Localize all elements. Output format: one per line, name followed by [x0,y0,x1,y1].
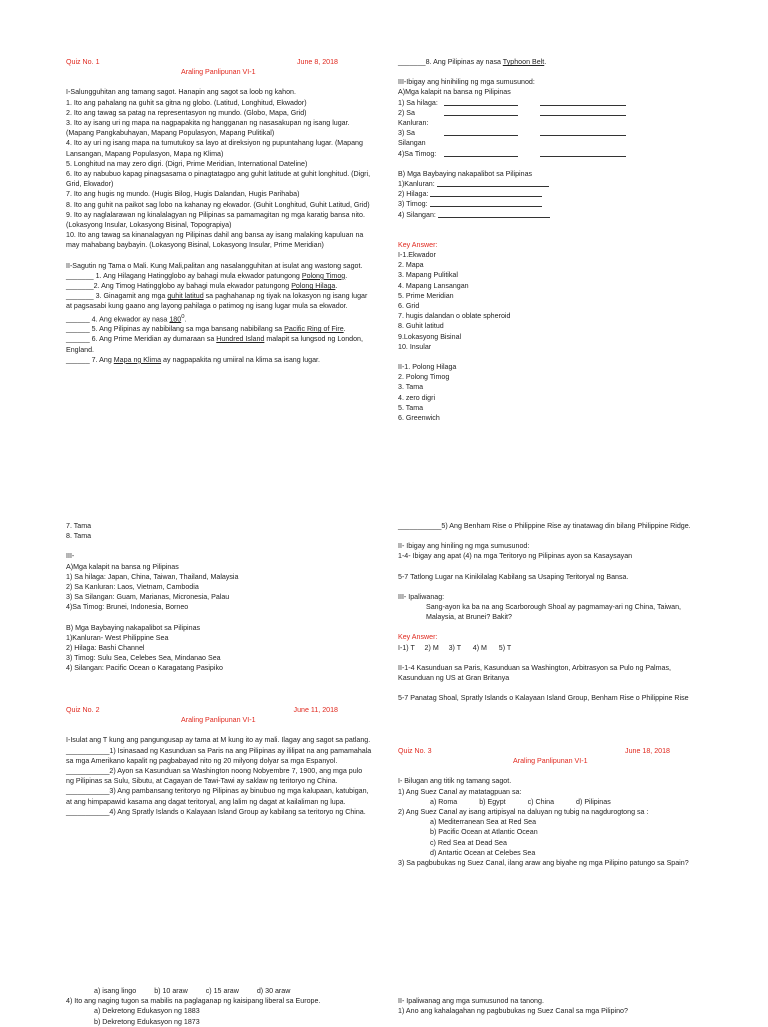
quiz1-part2-item-underlined-term: Polong Timog [301,271,346,280]
quiz1-key-part3-b-item: 2) Hilaga: Bashi Channel [66,644,145,653]
quiz1-part3-a-item-blank [444,149,518,157]
quiz1-part2-item-prefix: _______ 1. Ang Hilagang Hatingglobo ay bahagi mula ekwador patungong [66,271,302,280]
quiz1-key-part1-item: 4. Mapang Lansangan [398,281,469,290]
quiz1-part3-b-list [398,179,704,220]
quiz1-part3-a-item [398,98,704,108]
quiz1-part3-b-item-label: 1)Kanluran: [398,180,435,189]
quiz3-continued-section [66,986,372,1027]
quiz1-part2-item-suffix: ay nagpapakita ng umiiral na klima sa isang lugar. [161,355,320,364]
quiz1-continued-section [398,57,704,423]
quiz3-q2-option: b) Pacific Ocean at Atlantic Ocean [430,828,538,837]
quiz1-part3-a-item-blank [540,98,626,106]
quiz1-part1-item: 1. Ito ang pahalang na guhit sa gitna ng globo. (Latitud, Longhitud, Ekwador) [66,98,307,107]
quiz1-part2-item [66,334,372,354]
quiz1-key-part2 [398,362,704,423]
quiz1-key-part2-item: 4. zero digri [398,393,436,402]
quiz1-key-part1-item: I-1.Ekwador [398,251,436,260]
quiz1-key-part1-item: 7. hugis dalandan o oblate spheroid [398,312,511,321]
quiz1-part3-a-item-blank [444,98,518,106]
quiz2-part1-item: ___________4) Ang Spratly Islands o Kalayaan Island Group ay kabilang sa teritoryo ng China. [66,807,366,816]
quiz1-number: Quiz No. 1 [66,58,100,66]
quiz2-key-line2: II-1-4 Kasunduan sa Paris, Kasunduan sa Washington, Arbitrasyon sa Pulo ng Palmas, Kasunduan ng US at Gran Britanya [398,663,672,683]
quiz1-part3-b-title: B) Mga Baybaying nakapalibot sa Pilipinas [398,169,533,178]
quiz1-part1-item: 7. Ito ang hugis ng mundo. (Hugis Bilog, Hugis Dalandan, Hugis Parihaba) [66,190,300,199]
quiz1-key-part3-a-item: 2) Sa Kanluran: Laos, Vietnam, Cambodia [66,583,199,592]
quiz2-header [66,705,338,715]
quiz1-key-part3-a [66,572,372,613]
quiz1-part2-item [66,271,372,281]
quiz3-q1-option-c: c) China [527,797,555,806]
quiz3-q3-option-a: a) isang lingo [94,987,137,995]
quiz1-part2-item-suffix: sa paghahanap ng tiyak na lokasyon ng isang lugar at pagsasabi kung gaano ang layong pahilaga o patimog ng isang lugar mula sa ekwador. [66,292,368,311]
quiz1-part3-b-item-blank [430,199,542,207]
quiz2-part2-item-2: 5-7 Tatlong Lugar na Kinikilalag Kabilang sa Usaping Teritoryal ng Bansa. [398,572,629,581]
quiz1-part3-a-item-blank [444,128,518,136]
quiz3-number: Quiz No. 3 [398,747,432,755]
quiz1-part3-a-item-blank [444,108,518,116]
quiz1-part3-b-item-label: 3) Timog: [398,200,428,209]
quiz1-part3-b-item [398,189,704,199]
quiz1-key-part2-item: 6. Greenwich [398,414,440,423]
quiz1-key-part1-item: 6. Grid [398,302,420,311]
quiz2-key-line3: 5-7 Panatag Shoal, Spratly Islands o Kalayaan Island Group, Benham Rise o Philippine Rise [398,694,689,703]
quiz3-q3-option-c: c) 15 araw [205,987,239,995]
quiz1-part2-instructions: II-Sagutin ng Tama o Mali. Kung Mali,palitan ang nasalangguhitan at isulat ang wastong sagot. [66,261,363,270]
quiz1-part2-item [66,312,372,325]
quiz1-part1-item: 6. Ito ay nabubuo kapag pinagsasama o pinagtatagpo ang guhit latitude at guhit longhitud. (Digri, Grid, Ekwador) [66,170,371,189]
quiz1-part2-item-suffix: . [345,271,348,280]
quiz1-key-part3-a-item: 1) Sa hilaga: Japan, China, Taiwan, Thailand, Malaysia [66,572,239,581]
quiz1-part2-item [66,291,372,311]
quiz1-part1-item: 10. Ito ang tawag sa kinanalagyan ng Pilipinas dahil ang bansa ay isang malaking kapuluan na may mahabang baybayin. (Lokasyong Bisinal, Lokasyong Insular, Prime Meridian) [66,231,364,250]
quiz3-section [398,746,704,868]
quiz3-q2: 2) Ang Suez Canal ay isang artipisyal na daluyan ng tubig na nagdurogtong sa : [398,808,649,817]
quiz2-part2-item-1: 1-4- Ibigay ang apat (4) na mga Teritoryo ng Pilipinas ayon sa Kasaysayan [398,552,633,561]
quiz1-part2-item-underlined-term: 180 [169,315,182,324]
quiz1-key-part1-item: 8. Guhit latitud [398,322,444,331]
quiz2-part1-continued [398,521,704,531]
quiz3-q2-option: c) Red Sea at Dead Sea [430,838,507,847]
quiz2-part1-item: ___________5) Ang Benham Rise o Philippine Rise ay tinatawag din bilang Philippine Ridge. [398,522,691,530]
quiz1-part2-item-prefix: ______ 7. Ang [66,355,114,364]
quiz3-q4-option-b: b) Dekretong Edukasyon ng 1873 [94,1017,200,1026]
quiz1-key-part1-item: 5. Prime Meridian [398,291,454,300]
quiz3-q1: 1) Ang Suez Canal ay matatagpuan sa: [398,787,522,796]
quiz1-part2-item-underlined-term: Polong Hilaga [291,282,336,291]
quiz1-part1-item: 4. Ito ay uri ng isang mapa na tumutukoy sa layo at direksiyon ng pupuntahang lugar. (Mapang Lansangan, Mapang Populasyon, Mapa ng Klima) [66,139,363,158]
quiz2-key-line1: I-1) T 2) M 3) T 4) M 5) T [398,643,512,652]
quiz1-part2-item-prefix: ______ 4. Ang ekwador ay nasa [66,315,170,324]
quiz1-part1-list [66,98,372,251]
quiz3-q4: 4) Ito ang naging tugon sa mabilis na paglaganap ng kaisipang liberal sa Europe. [66,997,321,1006]
quiz1-part1-item: 9. Ito ay naglalarawan ng kinalalagyan ng Pilipinas sa pamamagitan ng mga karatig bansa nito. (Lokasyong Insular, Lokasyong Bisinal, Topograpiya) [66,210,365,230]
quiz1-part2-item-underlined-term: Hundred Island [216,335,265,344]
quiz2-part2-instructions: II- Ibigay ang hiniling ng mga sumusunod: [398,542,530,551]
quiz1-key-part2-item: 7. Tama [66,522,92,530]
quiz1-key-part2-item: 3. Tama [398,383,424,392]
quiz1-part1-item: 8. Ito ang guhit na paikot sag lobo na kahanay ng ekwador. (Guhit Longhitud, Guhit Latitud, Grid) [66,200,370,209]
quiz3-date: June 18, 2018 [625,747,670,755]
quiz1-part3-a-list [398,98,704,159]
quiz3-part2-section [398,996,704,1016]
quiz1-key-part3-a-item: 4)Sa Timog: Brunei, Indonesia, Borneo [66,603,189,612]
quiz1-part3-b-item [398,210,704,220]
quiz1-key-part3-b-title: B) Mga Baybaying nakapalibot sa Pilipinas [66,623,201,632]
quiz1-key-part3-a-title: A)Mga kalapit na bansa ng Pilipinas [66,562,179,571]
quiz1-part2-item [398,57,704,67]
quiz1-part2-item [66,281,372,291]
quiz1-key-part3-b-item: 3) Timog: Sulu Sea, Celebes Sea, Mindanao Sea [66,654,221,663]
quiz1-key-part2-item: 5. Tama [398,403,424,412]
quiz1-part2-item-prefix: _______2. Ang Timog Hatingglobo ay bahagi mula ekwador patungong [66,282,292,291]
quiz3-part2-q1: 1) Ano ang kahalagahan ng pagbubukas ng Suez Canal sa mga Pilipino? [398,1007,628,1016]
quiz3-q4-option-a: a) Dekretong Edukasyon ng 1883 [94,1007,200,1016]
quiz2-subject: Araling Panlipunan VI-1 [181,716,256,725]
quiz1-part3-instructions: III-Ibigay ang hinihiling ng mga sumusunod: [398,78,535,87]
quiz1-part2-item-superscript: 0 [181,313,185,320]
quiz3-part1-instructions: I- Bilugan ang titik ng tamang sagot. [398,777,512,786]
quiz2-part3-instructions: III- Ipaliwanag: [398,592,445,601]
quiz1-part1-item: 2. Ito ang tawag sa patag na representasyon ng mundo. (Globo, Mapa, Grid) [66,108,307,117]
quiz1-part2-item-underlined-term: Typhoon Belt [502,58,545,66]
quiz1-part2-item-underlined-term: Mapa ng Klima [113,355,162,364]
quiz1-header [66,57,338,67]
quiz1-part2-item-prefix: _______8. Ang Pilipinas ay nasa [398,58,503,66]
quiz3-q3-option-d: d) 30 araw [256,987,291,995]
quiz1-key-part3-b-item: 1)Kanluran- West Philippine Sea [66,633,169,642]
quiz1-part2-item-suffix: . [184,315,187,324]
quiz3-subject: Araling Panlipunan VI-1 [513,757,588,766]
quiz1-key-part1-item: 9.Lokasyong Bisinal [398,332,462,341]
quiz3-q2-option: a) Mediterranean Sea at Red Sea [430,818,537,827]
quiz1-part3-a-item-label: 3) Sa Silangan [398,129,426,148]
quiz1-part2-continued [398,57,704,67]
quiz1-part3-b-item-blank [437,179,549,187]
quiz3-q2-option: d) Antartic Ocean at Celebes Sea [430,848,536,857]
quiz1-part1-instructions: I-Salungguhitan ang tamang sagot. Hanapin ang sagot sa loob ng kahon. [66,88,296,97]
quiz2-part1-list [66,746,372,817]
quiz1-date: June 8, 2018 [296,58,338,66]
quiz1-key-part2-item: II-1. Polong Hilaga [398,363,457,372]
quiz2-section [66,705,372,817]
quiz2-date: June 11, 2018 [293,706,338,714]
quiz1-part3-a-item-label: 4)Sa Timog: [398,149,437,158]
quiz1-section [66,57,372,365]
quiz1-key-part3-b-item: 4) Silangan: Pacific Ocean o Karagatang Pasipiko [66,664,223,673]
quiz3-q1-options [398,797,704,807]
quiz2-part3-question: Sang-ayon ka ba na ang Scarborough Shoal ay pagmamay-ari ng China, Taiwan, Malaysia, at Brunei? Bakit? [426,603,682,622]
quiz1-part3-b-item-label: 4) Silangan: [398,210,436,219]
quiz3-header [398,746,670,756]
quiz1-part3-b-item [398,179,704,189]
quiz1-part3-a-title: A)Mga kalapit na bansa ng Pilipinas [398,88,511,97]
quiz1-part1-item: 5. Longhitud na may zero digri. (Digri, Prime Meridian, International Dateline) [66,159,308,168]
quiz1-part2-item-suffix: malapit sa lungsod ng London, England. [66,335,363,354]
quiz1-key-part3-a-item: 3) Sa Silangan: Guam, Marianas, Micronesia, Palau [66,593,230,602]
quiz1-subject: Araling Panlipunan VI-1 [181,68,256,77]
quiz3-q1-option-b: b) Egypt [479,797,506,806]
quiz1-part2-list [66,271,372,365]
quiz3-part2-instructions: II- Ipaliwanag ang mga sumusunod na tanong. [398,997,544,1005]
quiz2-continued-section [398,521,704,703]
quiz1-part2-item-suffix: . [335,282,338,291]
quiz1-part3-b-item-blank [438,210,550,218]
quiz1-part2-item-prefix: ______ 6. Ang Prime Meridian ay dumaraan sa [66,335,217,344]
quiz3-q2-options [398,817,704,858]
quiz1-part2-item-prefix: ______ 5. Ang Pilipinas ay nabibilang sa mga bansang nabibilang sa [66,325,285,334]
quiz1-part2-item-suffix: . [343,325,346,334]
quiz3-q1-option-d: d) Pilipinas [576,797,611,806]
quiz1-key-part1-item: 10. Insular [398,342,432,351]
quiz1-part3-b-item-label: 2) Hilaga: [398,190,429,199]
quiz1-key-continued-section [66,521,372,674]
quiz1-part2-item-underlined-term: guhit latitud [167,292,204,301]
quiz3-q3-option-b: b) 10 araw [154,987,188,995]
quiz1-part3-a-item-blank [540,149,626,157]
quiz1-key-part1-item: 3. Mapang Pulitikal [398,271,458,280]
quiz1-part3-b-item [398,199,704,209]
quiz1-part2-item-prefix: _______ 3. Ginagamit ang mga [66,292,168,301]
quiz1-part3-a-item-blank [540,108,626,116]
quiz1-part3-a-item [398,128,704,148]
quiz3-q3: 3) Sa pagbubukas ng Suez Canal, ilang araw ang biyahe ng mga Pilipino patungo sa Spain? [398,859,689,868]
quiz1-part3-a-item-blank [540,128,626,136]
quiz1-part2-item-underlined-term: Pacific Ring of Fire [284,325,344,334]
quiz2-key-title: Key Answer: [398,633,438,642]
quiz2-number: Quiz No. 2 [66,706,100,714]
quiz1-part2-item [66,355,372,365]
quiz1-key-title: Key Answer: [398,240,438,249]
quiz1-part3-b-item-blank [430,189,542,197]
quiz1-part3-a-item-label: 2) Sa Kanluran: [398,108,429,128]
quiz1-key-part2-item: 2. Polong Timog [398,373,450,382]
quiz1-part2-item [66,324,372,334]
quiz2-part1-item: ___________3) Ang pambansang teritoryo ng Pilipinas ay binubuo ng mga kalupaan, katubigan, at ang himpapawid kasama ang dagat teritoryal, ang lalim ng dagat at kailaliman ng lupa. [66,787,369,806]
quiz3-q3-options [66,986,372,996]
quiz2-part1-item: ___________2) Ayon sa Kasunduan sa Washington noong Nobyembre 7, 1900, ang mga pulo ng Pilipinas sa Sulu, Sibutu, at Cagayan de Tawi-Tawi ay saklaw ng teritoryo ng China. [66,767,363,786]
quiz2-part1-item: ___________1) Isinasaad ng Kasunduan sa Paris na ang Pilipinas ay ililipat na ang pamamahala sa mga Amerikano kapalit ng pagbabayad nito ng 20 milyong dolyar sa mga Espanyol. [66,746,372,765]
quiz1-key-part3-b [66,633,372,674]
quiz1-key-part1 [398,250,704,352]
quiz1-part2-item-suffix: . [544,58,547,66]
quiz1-part3-a-item [398,149,704,159]
quiz1-key-part3-label: III- [66,552,75,561]
quiz1-part3-a-item-label: 1) Sa hilaga: [398,98,438,107]
quiz1-key-part2-continued [66,521,372,541]
quiz1-key-part1-item: 2. Mapa [398,261,424,270]
quiz1-part1-item: 3. Ito ay isang uri ng mapa na nagpapakita ng hangganan ng nasasakupan ng isang lugar. (Mapang Pangkabuhayan, Mapang Populasyon, Mapang Pulitikal) [66,119,350,138]
quiz1-key-part2-item: 8. Tama [66,532,92,541]
quiz1-part3-a-item [398,108,704,128]
quiz2-part1-instructions: I-Isulat ang T kung ang pangungusap ay tama at M kung ito ay mali. Ilagay ang sagot sa patlang. [66,736,371,745]
quiz3-q1-option-a: a) Roma [430,797,458,806]
